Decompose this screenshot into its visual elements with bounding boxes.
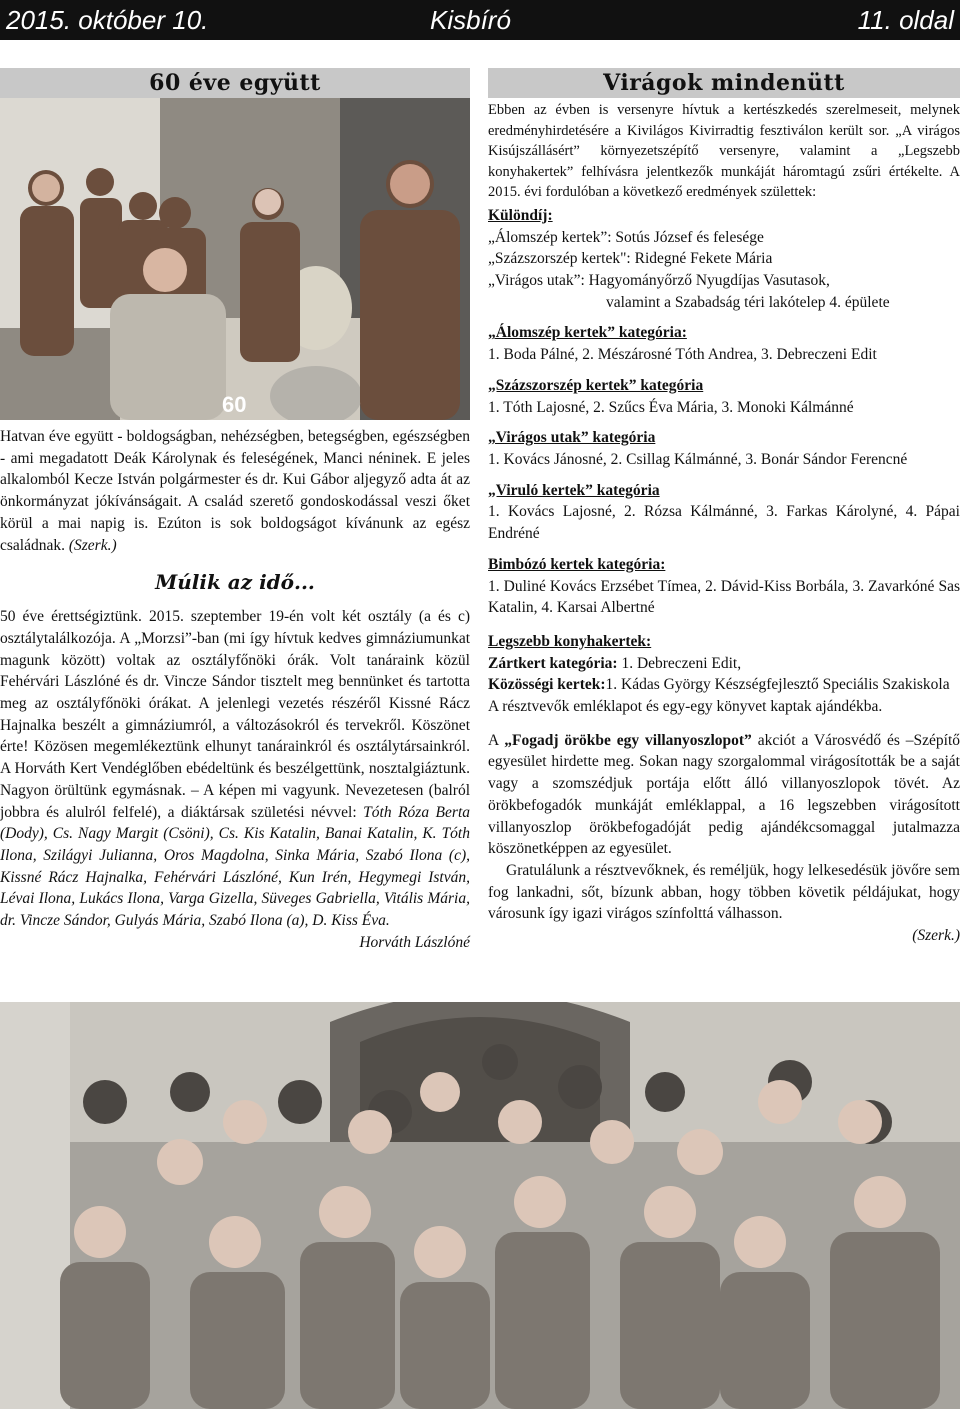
article-title-60-years: 60 éve együtt [0,68,470,98]
category-title: „Virágos utak” kategória [488,429,656,447]
category-block [488,480,960,545]
category-results [488,322,960,618]
special-award-2: „Százszorszép kertek": Ridegné Fekete Mária [488,250,773,268]
issue-date: 2015. október 10. [6,5,209,35]
class-reunion-photo [0,1002,960,1409]
flowers-signature: (Szerk.) [912,927,960,945]
special-award-heading: Különdíj: [488,206,553,224]
publication-name: Kisbíró [430,5,511,35]
congratulations-paragraph: Gratulálunk a résztvevőknek, és reméljük, hogy lelkesedésük jövőre sem fog lankadni, sőt, bízunk abban, hogy többen követik példájukat, hogy városunk így igazi virágos színfolttá válhasson. [488,861,960,923]
category-title: Bimbózó kertek kategória: [488,555,666,573]
category-block [488,375,960,418]
family-photo [0,98,470,420]
category-winners: 1. Tóth Lajosné, 2. Szűcs Éva Mária, 3. Monoki Kálmánné [488,398,854,416]
category-title: „Viruló kertek” kategória [488,481,660,499]
page-header [0,0,960,40]
category-title: „Álomszép kertek” kategória: [488,324,687,342]
vegetable-garden-2: Közösségi kertek:1. Kádas György Készségfejlesztő Speciális Szakiskola [488,676,950,694]
article-title-flowers: Virágok mindenütt [488,68,960,98]
left-column [0,68,470,953]
category-winners: 1. Kovács Jánosné, 2. Csillag Kálmánné, 3. Bonár Sándor Ferencné [488,451,908,468]
right-column [488,68,960,947]
special-award-3: „Virágos utak”: Hagyományőrző Nyugdíjas Vasutasok, [488,272,830,290]
classmates-list: Tóth Róza Berta (Dody), Cs. Nagy Margit (Csöni), Cs. Kis Katalin, Banai Katalin, K. Tóth Ilona, Szilágyi Julianna, Oros Magdolna, Sinka Mária, Szabó Ilona (c), Kissné Rácz Hajnalka, Fehérvári Lászlóné, Kun Irén, Hegymegi István, Lévai Ilona, Lukács Ilona, Varga Gizella, Süveges Gabriella, Vitális Mária, dr. Vincze Sándor, Gulyás Mária, Szabó Ilona (a), D. Kiss Éva. [0,803,470,930]
special-awards [488,205,960,314]
reunion-article-body: 50 éve érettségiztünk. 2015. szeptember 19-én volt két osztály (a és c) osztálytalálkozója. A „Morzsi”-ban (mi így hívtuk kedves gimnáziumunkat magunk között) voltak az osztályfőnöki órák. Volt tanáraink közül Fehérvári Lászlóné és dr. Vincze Sándor tisztelt meg bennünket és tartotta meg az osztályfőnöki órákat. A jelenlegi vezetés részéről Kissné Rácz Hajnalka beszélt a gimnáziumról, a változásokról és tervekről. Köszönet érte! Közösen megemlékeztünk elhunyt tanárainkról és osztálytársainkról. A Horváth Kert Vendéglőben ebédeltünk és beszélgettünk, nosztalgiáztunk. Nagyon örültünk egymásnak. – A képen mi vagyunk. Nevezetesen (balról jobbra és alulról felfelé), a diáktársak születési névvel: Tóth Róza Berta (Dody), Cs. Nagy Margit (Csöni), Cs. Kis Katalin, Banai Katalin, K. Tóth Ilona, Szilágyi Julianna, Oros Magdolna, Sinka Mária, Szabó Ilona (c), Kissné Rácz Hajnalka, Fehérvári Lászlóné, Kun Irén, Hegymegi István, Lévai Ilona, Lukács Ilona, Varga Gizella, Süveges Gabriella, Vitális Mária, dr. Vincze Sándor, Gulyás Mária, Szabó Ilona (a), D. Kiss Éva. Horváth Lászlóné [0,606,470,953]
category-winners: 1. Duliné Kovács Erzsébet Tímea, 2. Dávid-Kiss Borbála, 3. Zavarkóné Sas Katalin, 4. Karsai Albertné [488,577,960,617]
category-title: „Százszorszép kertek” kategória [488,376,704,394]
article-title-time-passes: Múlik az idő... [155,570,315,595]
category-winners: 1. Boda Pálné, 2. Mészárosné Tóth Andrea, 3. Debreczeni Edit [488,346,877,364]
svg-text:60: 60 [222,392,247,417]
caption-signature: (Szerk.) [68,536,117,554]
category-block [488,554,960,619]
special-award-1: „Álomszép kertek”: Sotús József és felesége [488,228,764,246]
vegetable-garden-results [488,631,960,718]
flowers-intro: Ebben az évben is versenyre hívtuk a kertészkedés szerelmeseit, melynek eredményhirdetésére a Kivilágos Kivirradtig fesztiválon került sor. „A virágos Kisújszállásért” környezetszépítő versenyre, valamint a „Legszebb konyhakertek” felhívásra jelentkezők munkáját háromtagú zsűri értékelte. A 2015. évi fordulóban a következő eredmények születtek: [488,102,960,201]
special-award-3-cont: valamint a Szabadság téri lakótelep 4. épülete [606,293,890,311]
reunion-author: Horváth Lászlóné [359,933,470,951]
lamp-post-article: A „Fogadj örökbe egy villanyoszlopot” akciót a Városvédő és –Szépítő egyesület hirdette meg. Sokan nagy szorgalommal virágosították be a saját vagy a szomszédjuk portája előtt álló villanyoszlopok tövét. Az örökbefogadók munkáját emléklappal, a 16 legszebben virágosított villanyoszlop örökbefogadóját pedig ajándékcsomaggal jutalmazza köszönetképpen az egyesület. Gratulálunk a résztvevőknek, és reméljük, hogy lelkesedésük jövőre sem fog lankadni, sőt, bízunk abban, hogy többen követik példájukat, hogy városunk így igazi virágos színfolttá válhasson. (Szerk.) [488,730,960,947]
family-photo-caption: Hatvan éve együtt - boldogságban, nehézségben, betegségben, egészségben - ami megadatott Deák Károlynak és feleségének, Manci néninek. E jeles alkalomból Kecze István polgármester és dr. Kui Gábor aljegyző adta át az önkormányzat jókívánságait. A család szerető gondoskodással veszi őket körül a mai napig is. Ezúton is sok boldogságot kívánunk az egész családnak. (Szerk.) [0,428,470,554]
category-block [488,322,960,365]
vegetable-garden-heading: Legszebb konyhakertek: [488,632,652,650]
campaign-name: „Fogadj örökbe egy villanyoszlopot” [504,731,752,749]
category-winners: 1. Kovács Lajosné, 2. Rózsa Kálmánné, 3. Farkas Károlyné, 4. Pápai Endréné [488,503,960,543]
category-block [488,427,960,470]
page-number: 11. oldal [857,5,954,35]
vegetable-garden-1: Zártkert kategória: 1. Debreczeni Edit, [488,654,742,672]
vegetable-garden-note: A résztvevők emléklapot és egy-egy könyvet kaptak ajándékba. [488,698,883,716]
